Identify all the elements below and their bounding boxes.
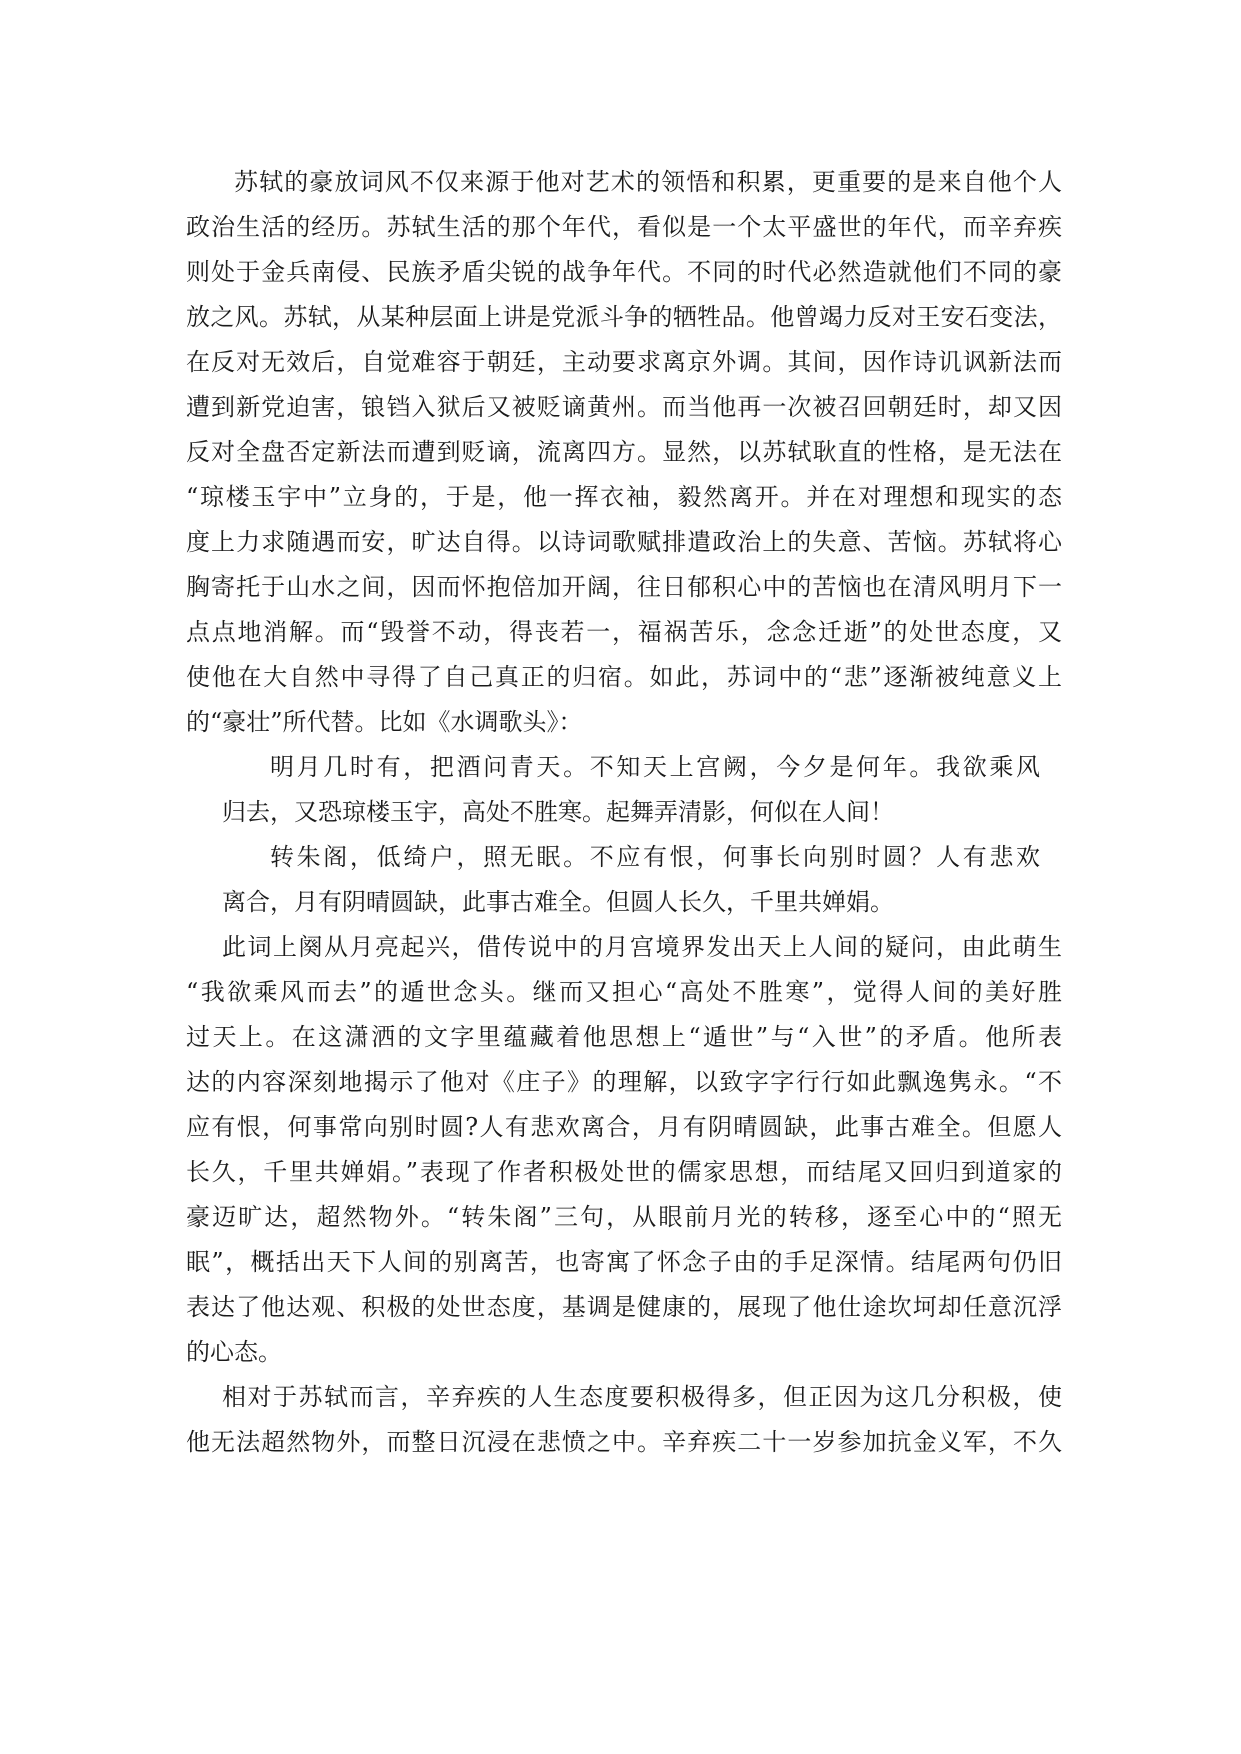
text-line: 在反对无效后，自觉难容于朝廷，主动要求离京外调。其间，因作诗讥讽新法而 bbox=[186, 348, 1062, 376]
text-line: 苏轼的豪放词风不仅来源于他对艺术的领悟和积累，更重要的是来自他个人 bbox=[234, 168, 1062, 196]
poem-line: 离合，月有阴晴圆缺，此事古难全。但圆人长久，千里共婵娟。 bbox=[222, 888, 894, 916]
text-line: 眠”，概括出天下人间的别离苦，也寄寓了怀念子由的手足深情。结尾两句仍旧 bbox=[186, 1248, 1062, 1276]
text-line: 表达了他达观、积极的处世态度，基调是健康的，展现了他仕途坎坷却任意沉浮 bbox=[186, 1293, 1062, 1321]
text-line: 他无法超然物外，而整日沉浸在悲愤之中。辛弃疾二十一岁参加抗金义军，不久 bbox=[186, 1428, 1062, 1456]
text-line: 则处于金兵南侵、民族矛盾尖锐的战争年代。不同的时代必然造就他们不同的豪 bbox=[186, 258, 1062, 286]
text-line: 政治生活的经历。苏轼生活的那个年代，看似是一个太平盛世的年代，而辛弃疾 bbox=[186, 213, 1062, 241]
text-line: 放之风。苏轼，从某种层面上讲是党派斗争的牺牲品。他曾竭力反对王安石变法， bbox=[186, 303, 1062, 331]
text-line: 使他在大自然中寻得了自己真正的归宿。如此，苏词中的“悲”逐渐被纯意义上 bbox=[186, 663, 1062, 691]
text-line: 达的内容深刻地揭示了他对《庄子》的理解，以致字字行行如此飘逸隽永。“不 bbox=[186, 1068, 1062, 1096]
text-line: “琼楼玉宇中”立身的，于是，他一挥衣袖，毅然离开。并在对理想和现实的态 bbox=[186, 483, 1062, 511]
poem-line: 明月几时有，把酒问青天。不知天上宫阙，今夕是何年。我欲乘风 bbox=[270, 753, 1040, 781]
text-line: 豪迈旷达，超然物外。“转朱阁”三句，从眼前月光的转移，逐至心中的“照无 bbox=[186, 1203, 1062, 1231]
text-line: 遭到新党迫害，锒铛入狱后又被贬谪黄州。而当他再一次被召回朝廷时，却又因 bbox=[186, 393, 1062, 421]
text-line: 过天上。在这潇洒的文字里蕴藏着他思想上“遁世”与“入世”的矛盾。他所表 bbox=[186, 1023, 1062, 1051]
text-line: 反对全盘否定新法而遭到贬谪，流离四方。显然，以苏轼耿直的性格，是无法在 bbox=[186, 438, 1062, 466]
text-line: 长久，千里共婵娟。”表现了作者积极处世的儒家思想，而结尾又回归到道家的 bbox=[186, 1158, 1062, 1186]
poem-line: 转朱阁，低绮户，照无眠。不应有恨，何事长向别时圆？人有悲欢 bbox=[270, 843, 1040, 871]
text-line: 的“豪壮”所代替。比如《水调歌头》： bbox=[186, 708, 583, 736]
poem-line: 归去，又恐琼楼玉宇，高处不胜寒。起舞弄清影，何似在人间！ bbox=[222, 798, 894, 826]
text-line: 此词上阕从月亮起兴，借传说中的月宫境界发出天上人间的疑问，由此萌生 bbox=[222, 933, 1062, 961]
text-line: 胸寄托于山水之间，因而怀抱倍加开阔，往日郁积心中的苦恼也在清风明月下一 bbox=[186, 573, 1062, 601]
text-line: 度上力求随遇而安，旷达自得。以诗词歌赋排遣政治上的失意、苦恼。苏轼将心 bbox=[186, 528, 1062, 556]
text-line: “我欲乘风而去”的遁世念头。继而又担心“高处不胜寒”，觉得人间的美好胜 bbox=[186, 978, 1062, 1006]
text-line: 点点地消解。而“毁誉不动，得丧若一，福祸苦乐，念念迁逝”的处世态度，又 bbox=[186, 618, 1062, 646]
body-text bbox=[186, 160, 1062, 1465]
text-line: 应有恨，何事常向别时圆?人有悲欢离合，月有阴晴圆缺，此事古难全。但愿人 bbox=[186, 1113, 1062, 1141]
text-line: 相对于苏轼而言，辛弃疾的人生态度要积极得多，但正因为这几分积极，使 bbox=[222, 1383, 1062, 1411]
text-line: 的心态。 bbox=[186, 1338, 282, 1366]
